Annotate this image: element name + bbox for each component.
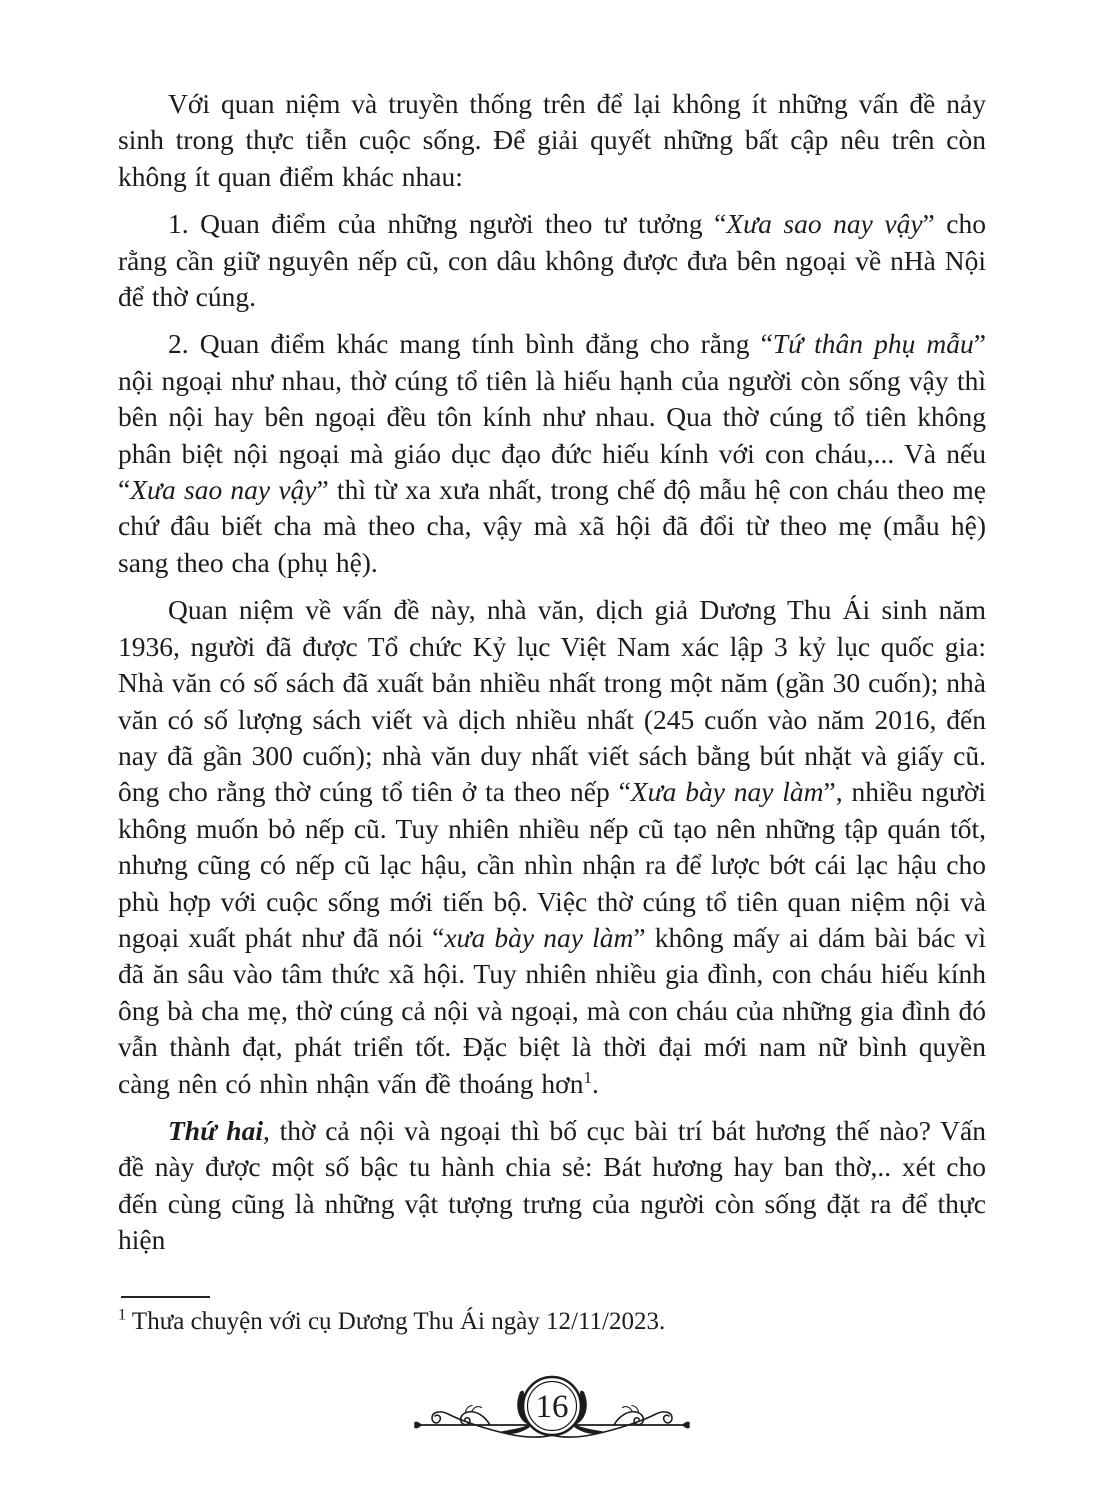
paragraph-segment: Xưa sao nay vậy [130, 474, 317, 506]
paragraph-segment: . [592, 1067, 599, 1099]
page-number-ornament [412, 1370, 692, 1462]
paragraph-segment: Xưa bày nay làm [630, 776, 824, 808]
footnote [118, 1305, 986, 1339]
paragraph-segment: ” cho rằng cần giữ nguyên nếp cũ, con dâu không được đưa bên ngoại về nHà Nội để thờ cúng. [118, 208, 986, 313]
footnote-divider [121, 1296, 210, 1298]
paragraph-segment: 1. Quan điểm của những người theo tư tưởng “ [168, 208, 727, 240]
paragraph [118, 86, 986, 195]
paragraph-segment: xưa bày nay làm [444, 921, 634, 953]
paragraph-segment: Tứ thân phụ mẫu [772, 328, 974, 360]
page-number: 16 [535, 1389, 569, 1425]
paragraph-segment: 1 [583, 1067, 592, 1087]
paragraph-segment: Quan niệm về vấn đề này, nhà văn, dịch giả Dương Thu Ái sinh năm 1936, người đã được Tổ chức Kỷ lục Việt Nam xác lập 3 kỷ lục quốc gia: Nhà văn có số sách đã xuất bản nhiều nhất trong một năm (gần 30 cuốn); nhà văn có số lượng sách viết và dịch nhiều nhất (245 cuốn vào năm 2016, đến nay đã gần 300 cuốn); nhà văn duy nhất viết sách bằng bút nhặt và giấy cũ. ông cho rằng thờ cúng tổ tiên ở ta theo nếp “ [118, 594, 986, 808]
paragraph-segment: 2. Quan điểm khác mang tính bình đẳng cho rằng “ [168, 328, 773, 360]
paragraph-segment: Xưa sao nay vậy [726, 208, 923, 240]
paragraph [118, 206, 986, 315]
paragraph-segment: ” không mấy ai dám bài bác vì đã ăn sâu vào tâm thức xã hội. Tuy nhiên nhiều gia đình, con cháu hiếu kính ông bà cha mẹ, thờ cúng cả nội và ngoại, mà con cháu của những gia đình đó vẫn thành đạt, phát triển tốt. Đặc biệt là thời đại mới nam nữ bình quyền càng nên có nhìn nhận vấn đề thoáng hơn [118, 921, 986, 1099]
paragraph [118, 326, 986, 581]
paragraph [118, 1113, 986, 1259]
paragraph-segment: Thứ hai [168, 1114, 263, 1146]
footnote-text: Thưa chuyện với cụ Dương Thu Ái ngày 12/11/2023. [126, 1308, 666, 1335]
paragraph-segment: ”, nhiều người không muốn bỏ nếp cũ. Tuy nhiên nhiều nếp cũ tạo nên những tập quán tốt, nhưng cũng có nếp cũ lạc hậu, cần nhìn nhận ra để lược bớt cái lạc hậu cho phù hợp với cuộc sống mới tiến bộ. Việc thờ cúng tổ tiên quan niệm nội và ngoại xuất phát như đã nói “ [118, 776, 987, 953]
ornament-flourish-icon [412, 1370, 692, 1462]
paragraph-segment: , thờ cả nội và ngoại thì bố cục bài trí bát hương thế nào? Vấn đề này được một số bậc tu hành chia sẻ: Bát hương hay ban thờ,.. xét cho đến cùng cũng là những vật tượng trưng của người còn sống đặt ra để thực hiện [118, 1114, 986, 1256]
paragraph-segment: ” nội ngoại như nhau, thờ cúng tổ tiên là hiếu hạnh của người còn sống vậy thì bên nội hay bên ngoại đều tôn kính như nhau. Qua thờ cúng tổ tiên không phân biệt nội ngoại mà giáo dục đạo đức hiếu kính với con cháu,... Và nếu “ [118, 328, 986, 506]
paragraph-segment: ” thì từ xa xưa nhất, trong chế độ mẫu hệ con cháu theo mẹ chứ đâu biết cha mà theo cha, vậy mà xã hội đã đổi từ theo mẹ (mẫu hệ) sang theo cha (phụ hệ). [118, 474, 986, 578]
paragraph-segment: Với quan niệm và truyền thống trên để lại không ít những vấn đề nảy sinh trong thực tiễn cuộc sống. Để giải quyết những bất cập nêu trên còn không ít quan điểm khác nhau: [118, 88, 986, 192]
paragraph [118, 592, 986, 1102]
body-paragraphs [118, 86, 986, 1270]
footnote-marker: 1 [118, 1305, 127, 1324]
